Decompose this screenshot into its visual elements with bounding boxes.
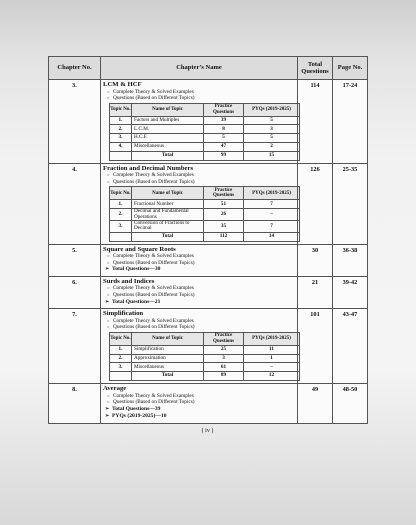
bullet-item [103, 179, 295, 186]
total-questions-line [103, 266, 295, 274]
pyq-count: 7 [244, 220, 300, 232]
chapter-cell [101, 80, 298, 164]
arrow-bullet-icon: ➢ [105, 299, 110, 305]
circle-bullet-icon: ○ [107, 317, 110, 323]
total-practice: 99 [204, 151, 244, 160]
total-questions-line [103, 413, 295, 421]
chapter-title: Simplification [103, 310, 144, 318]
topic-name: Simplification [132, 345, 204, 354]
chapter-cell [101, 384, 298, 424]
practice-questions-header: Practice Questions [204, 187, 244, 200]
topic-row [110, 354, 300, 363]
pyq-count: 2 [244, 143, 300, 152]
bullet-item [103, 172, 295, 179]
chapter-row [49, 384, 368, 424]
practice-count: 25 [204, 345, 244, 354]
total-label: Total [132, 151, 204, 160]
total-pyqs: 12 [244, 372, 300, 381]
chapter-page-range: 36-38 [333, 244, 368, 276]
practice-questions-header: Practice Questions [204, 332, 244, 345]
chapter-cell [101, 276, 298, 308]
pyq-count: 11 [244, 345, 300, 354]
topic-header-row [110, 103, 300, 116]
topic-number: 1. [110, 200, 132, 209]
chapter-page-range: 25-35 [333, 163, 368, 244]
bullet-text: Complete Theory & Solved Examples [113, 317, 194, 324]
chapter-cell [101, 309, 298, 384]
circle-bullet-icon: ○ [107, 253, 110, 259]
practice-count: 5 [204, 134, 244, 143]
topic-header-row [110, 187, 300, 200]
total-questions-line [103, 299, 295, 307]
chapter-number: 4. [49, 163, 101, 244]
topic-number: 1. [110, 116, 132, 125]
total-spacer [110, 372, 132, 381]
chapter-number: 8. [49, 384, 101, 424]
bullet-text: Complete Theory & Solved Examples [113, 285, 194, 292]
circle-bullet-icon: ○ [107, 259, 110, 265]
topic-name: Fractional Number [132, 200, 204, 209]
bullet-text: Complete Theory & Solved Examples [113, 88, 194, 95]
practice-count: 51 [204, 200, 244, 209]
bullet-text: Questions (Based on Different Topics) [113, 291, 195, 298]
circle-bullet-icon: ○ [107, 399, 110, 405]
topic-name: Factors and Multiples [132, 116, 204, 125]
total-questions-text: PYQs (2019-2025)—10 [112, 413, 167, 420]
bullet-text: Questions (Based on Different Topics) [113, 259, 195, 266]
topic-number: 1. [110, 345, 132, 354]
practice-count: 3 [204, 354, 244, 363]
topic-name: Miscellaneous [132, 143, 204, 152]
topic-row [110, 116, 300, 125]
total-questions-text: Total Questions—30 [112, 266, 161, 273]
chapter-total-questions: 114 [298, 80, 333, 164]
arrow-bullet-icon: ➢ [105, 267, 110, 273]
chapter-total-questions: 49 [298, 384, 333, 424]
circle-bullet-icon: ○ [107, 291, 110, 297]
circle-bullet-icon: ○ [107, 95, 110, 101]
topic-number: 2. [110, 354, 132, 363]
contents-page [48, 56, 367, 434]
bullet-item [103, 324, 295, 331]
pyq-count: 7 [244, 200, 300, 209]
chapters-body [49, 80, 368, 424]
topic-row [110, 134, 300, 143]
circle-bullet-icon: ○ [107, 392, 110, 398]
topic-name-header: Name of Topic [132, 187, 204, 200]
total-label: Total [132, 372, 204, 381]
pyqs-header: PYQs (2019-2025) [244, 332, 300, 345]
arrow-bullet-icon: ➢ [105, 406, 110, 412]
pyq-count: 5 [244, 134, 300, 143]
total-questions-text: Total Questions—21 [112, 298, 161, 305]
chapter-title: Surds and Indices [103, 277, 155, 285]
circle-bullet-icon: ○ [107, 324, 110, 330]
topic-name: L.C.M. [132, 125, 204, 134]
pyq-count: 5 [244, 116, 300, 125]
chapter-row [49, 163, 368, 244]
pyqs-header: PYQs (2019-2025) [244, 103, 300, 116]
chapter-number: 5. [49, 244, 101, 276]
pyq-count: – [244, 209, 300, 221]
bullet-text: Questions (Based on Different Topics) [113, 399, 195, 406]
chapter-no-header: Chapter No. [49, 57, 101, 80]
chapter-page-range: 43-47 [333, 309, 368, 384]
total-label: Total [132, 232, 204, 241]
chapter-number: 6. [49, 276, 101, 308]
bullet-text: Questions (Based on Different Topics) [113, 95, 195, 102]
topic-no-header: Topic No. [110, 187, 132, 200]
chapter-name-header: Chapter’s Name [101, 57, 298, 80]
circle-bullet-icon: ○ [107, 285, 110, 291]
page-no-header: Page No. [333, 57, 368, 80]
practice-count: 61 [204, 363, 244, 372]
chapter-page-range: 17-24 [333, 80, 368, 164]
chapter-page-range: 48-50 [333, 384, 368, 424]
practice-count: 47 [204, 143, 244, 152]
chapter-page-range: 39-42 [333, 276, 368, 308]
chapter-total-questions: 101 [298, 309, 333, 384]
topic-row [110, 345, 300, 354]
topic-number: 2. [110, 125, 132, 134]
chapter-row [49, 244, 368, 276]
topic-number: 4. [110, 143, 132, 152]
practice-questions-header: Practice Questions [204, 103, 244, 116]
total-practice: 89 [204, 372, 244, 381]
topic-header-row [110, 332, 300, 345]
topic-name-header: Name of Topic [132, 332, 204, 345]
topic-name: Conversion of Fractions to Decimal [132, 220, 204, 232]
topic-total-row [110, 232, 300, 241]
bullet-item [103, 399, 295, 406]
chapter-row [49, 276, 368, 308]
pyq-count: 3 [244, 125, 300, 134]
contents-table [48, 56, 368, 424]
topic-name: Decimal and Fundamental Operations [132, 209, 204, 221]
chapter-number: 3. [49, 80, 101, 164]
total-pyqs: 15 [244, 151, 300, 160]
total-practice: 112 [204, 232, 244, 241]
bullet-text: Questions (Based on Different Topics) [113, 178, 195, 185]
chapter-title: Fraction and Decimal Numbers [103, 164, 194, 172]
circle-bullet-icon: ○ [107, 178, 110, 184]
topic-number: 3. [110, 363, 132, 372]
topic-name: Miscellaneous [132, 363, 204, 372]
bullet-item [103, 285, 295, 292]
total-questions-text: Total Questions—39 [112, 405, 161, 412]
pyq-count: – [244, 363, 300, 372]
bullet-text: Complete Theory & Solved Examples [113, 172, 194, 179]
total-questions-header: Total Questions [298, 57, 333, 80]
page-number: ( iv ) [201, 427, 214, 434]
circle-bullet-icon: ○ [107, 88, 110, 94]
chapter-number: 7. [49, 309, 101, 384]
topic-row [110, 209, 300, 221]
bullet-item [103, 95, 295, 102]
topic-number: 2. [110, 209, 132, 221]
pyq-count: 1 [244, 354, 300, 363]
practice-count: 39 [204, 116, 244, 125]
bullet-text: Complete Theory & Solved Examples [113, 253, 194, 260]
topic-name-header: Name of Topic [132, 103, 204, 116]
topic-row [110, 220, 300, 232]
practice-count: 35 [204, 220, 244, 232]
chapter-title: Average [103, 385, 127, 393]
topic-row [110, 125, 300, 134]
topic-name: H.C.F. [132, 134, 204, 143]
topic-row [110, 363, 300, 372]
topic-total-row [110, 151, 300, 160]
chapter-title: LCM & HCF [103, 81, 142, 88]
topic-no-header: Topic No. [110, 332, 132, 345]
bullet-item [103, 260, 295, 267]
bullet-item [103, 253, 295, 260]
arrow-bullet-icon: ➢ [105, 414, 110, 420]
bullet-text: Questions (Based on Different Topics) [113, 324, 195, 331]
total-spacer [110, 232, 132, 241]
chapter-total-questions: 126 [298, 163, 333, 244]
total-spacer [110, 151, 132, 160]
chapter-cell [101, 244, 298, 276]
total-pyqs: 14 [244, 232, 300, 241]
chapter-total-questions: 21 [298, 276, 333, 308]
contents-header-row [49, 57, 368, 80]
bullet-text: Complete Theory & Solved Examples [113, 392, 194, 399]
topic-table [109, 332, 300, 381]
topic-table [109, 103, 300, 161]
chapter-row [49, 80, 368, 164]
chapter-total-questions: 30 [298, 244, 333, 276]
bullet-item [103, 292, 295, 299]
topic-number: 3. [110, 220, 132, 232]
chapter-cell [101, 163, 298, 244]
topic-table [109, 186, 300, 241]
chapter-row [49, 309, 368, 384]
practice-count: 8 [204, 125, 244, 134]
chapter-title: Square and Square Roots [103, 245, 176, 253]
circle-bullet-icon: ○ [107, 172, 110, 178]
practice-count: 26 [204, 209, 244, 221]
topic-name: Approximation [132, 354, 204, 363]
topic-total-row [110, 372, 300, 381]
topic-row [110, 143, 300, 152]
topic-number: 3. [110, 134, 132, 143]
pyqs-header: PYQs (2019-2025) [244, 187, 300, 200]
topic-no-header: Topic No. [110, 103, 132, 116]
